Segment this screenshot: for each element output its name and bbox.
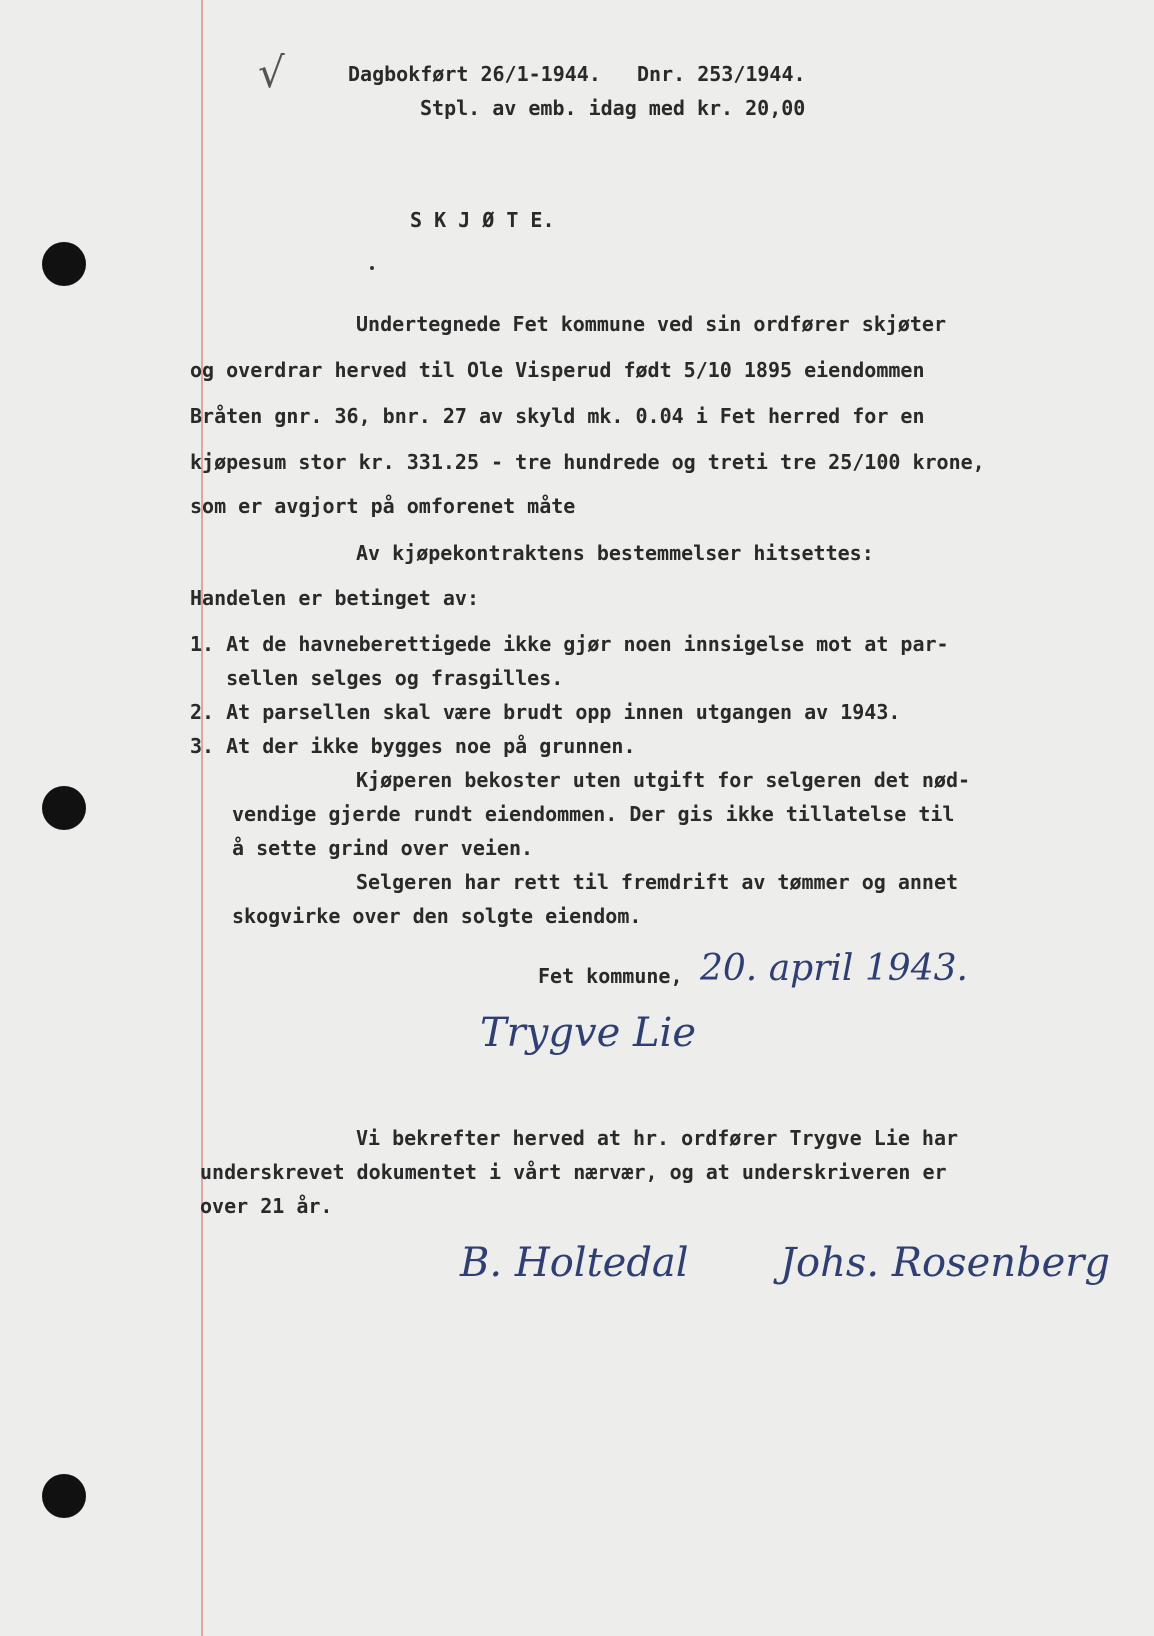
paragraph2-line: å sette grind over veien.: [232, 836, 534, 860]
witness-line: over 21 år.: [200, 1194, 333, 1218]
check-mark: √: [258, 48, 285, 97]
paragraph3-line: Selgeren har rett til fremdrift av tømmer og annet: [356, 870, 959, 894]
mayor-signature: Trygve Lie: [480, 1010, 697, 1056]
paragraph1-line: Bråten gnr. 36, bnr. 27 av skyld mk. 0.04 i Fet herred for en: [190, 404, 925, 428]
place-label: Fet kommune,: [538, 964, 683, 988]
paragraph1-line: Undertegnede Fet kommune ved sin ordfører skjøter: [356, 312, 947, 336]
document-title: S K J Ø T E.: [410, 208, 555, 232]
witness-line: underskrevet dokumentet i vårt nærvær, og at underskriveren er: [200, 1160, 947, 1184]
intro-line: Av kjøpekontraktens bestemmelser hitsettes:: [356, 541, 874, 565]
handwritten-date: 20. april 1943.: [700, 948, 968, 989]
condition-item: 3. At der ikke bygges noe på grunnen.: [190, 734, 636, 758]
paragraph1-line: kjøpesum stor kr. 331.25 - tre hundrede og treti tre 25/100 krone,: [190, 450, 985, 474]
witness-signature: Johs. Rosenberg: [780, 1240, 1110, 1286]
paragraph2-line: Kjøperen bekoster uten utgift for selgeren det nød-: [356, 768, 971, 792]
conditions-heading: Handelen er betinget av:: [190, 586, 479, 610]
header-journal-line: Dagbokført 26/1-1944. Dnr. 253/1944.: [348, 62, 806, 86]
punch-hole: [42, 1474, 86, 1518]
paragraph1-line: og overdrar herved til Ole Visperud født 5/10 1895 eiendommen: [190, 358, 925, 382]
paragraph2-line: vendige gjerde rundt eiendommen. Der gis ikke tillatelse til: [232, 802, 955, 826]
punch-hole: [42, 786, 86, 830]
header-stamp-line: Stpl. av emb. idag med kr. 20,00: [420, 96, 806, 120]
witness-line: Vi bekrefter herved at hr. ordfører Trygve Lie har: [356, 1126, 959, 1150]
condition-item: 1. At de havneberettigede ikke gjør noen innsigelse mot at par-: [190, 632, 949, 656]
condition-item: 2. At parsellen skal være brudt opp innen utgangen av 1943.: [190, 700, 901, 724]
witness-signature: B. Holtedal: [460, 1240, 689, 1286]
ink-dot: [370, 266, 374, 270]
paragraph1-line: som er avgjort på omforenet måte: [190, 494, 576, 518]
margin-rule: [201, 0, 203, 1636]
paragraph3-line: skogvirke over den solgte eiendom.: [232, 904, 642, 928]
condition-item: sellen selges og frasgilles.: [190, 666, 564, 690]
punch-hole: [42, 242, 86, 286]
